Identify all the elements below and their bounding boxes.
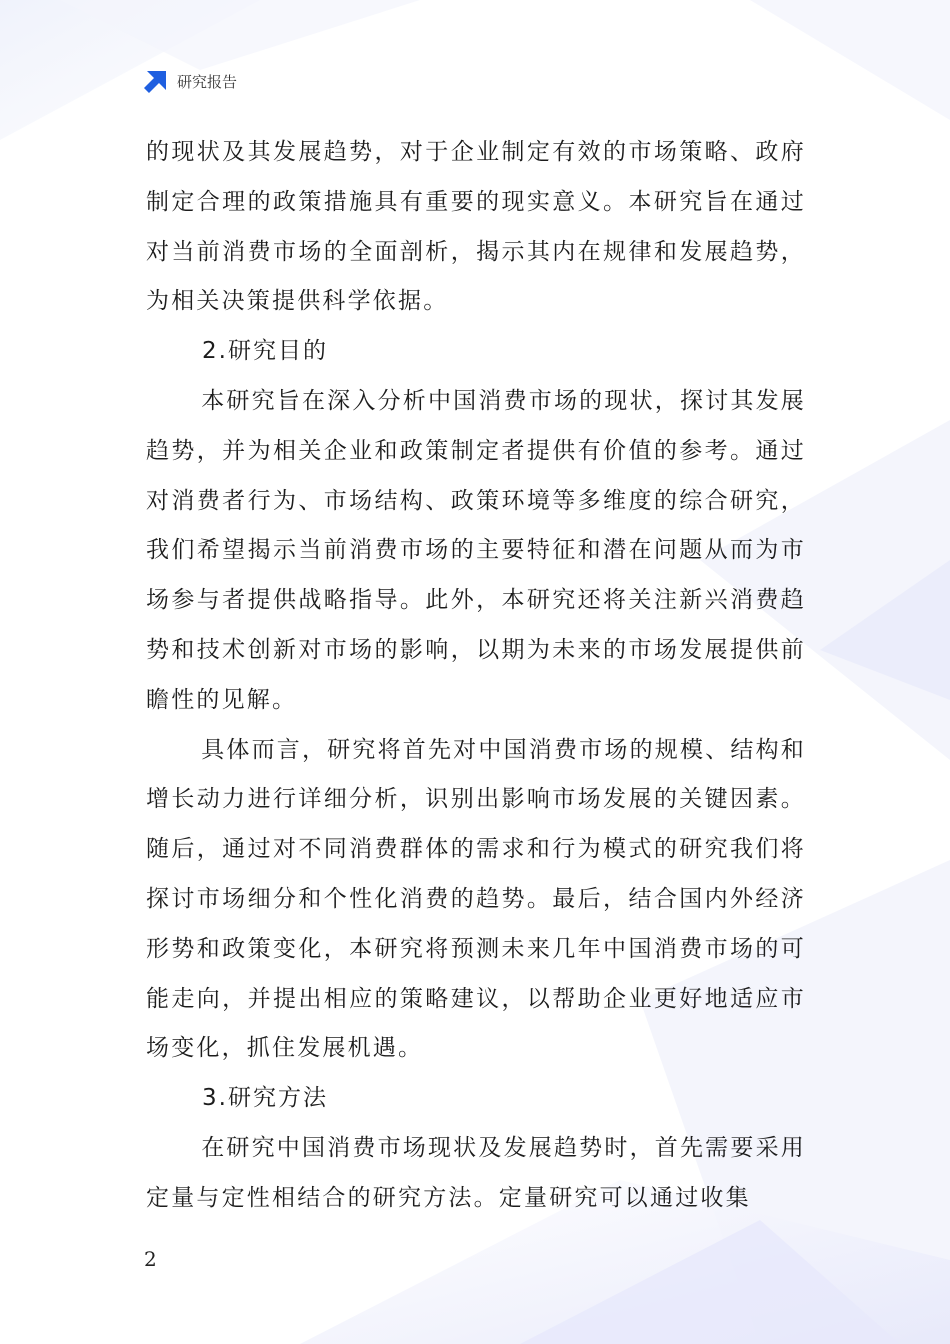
page-number: 2 xyxy=(144,1247,157,1271)
report-header xyxy=(143,68,237,94)
paragraph: 具体而言，研究将首先对中国消费市场的规模、结构和增长动力进行详细分析，识别出影响市场发展的关键因素。随后，通过对不同消费群体的需求和行为模式的研究我们将探讨市场细分和个性化消费的趋势。最后，结合国内外经济形势和政策变化，本研究将预测未来几年中国消费市场的可能走向，并提出相应的策略建议，以帮助企业更好地适应市场变化，抓住发展机遇。 xyxy=(146,736,806,1062)
section-heading: 3.研究方法 xyxy=(202,1085,328,1112)
paragraph: 的现状及其发展趋势，对于企业制定有效的市场策略、政府制定合理的政策措施具有重要的现实意义。本研究旨在通过对当前消费市场的全面剖析，揭示其内在规律和发展趋势，为相关决策提供科学依据。 xyxy=(146,139,806,315)
section-heading: 2.研究目的 xyxy=(202,338,328,365)
arrow-up-right-icon xyxy=(143,68,169,94)
paragraph: 本研究旨在深入分析中国消费市场的现状，探讨其发展趋势，并为相关企业和政策制定者提供有价值的参考。通过对消费者行为、市场结构、政策环境等多维度的综合研究，我们希望揭示当前消费市场的主要特征和潜在问题从而为市场参与者提供战略指导。此外，本研究还将关注新兴消费趋势和技术创新对市场的影响，以期为未来的市场发展提供前瞻性的见解。 xyxy=(146,387,806,713)
paragraph: 在研究中国消费市场现状及发展趋势时，首先需要采用定量与定性相结合的研究方法。定量研究可以通过收集 xyxy=(146,1134,806,1211)
header-title: 研究报告 xyxy=(177,72,238,91)
document-body xyxy=(146,128,806,1224)
